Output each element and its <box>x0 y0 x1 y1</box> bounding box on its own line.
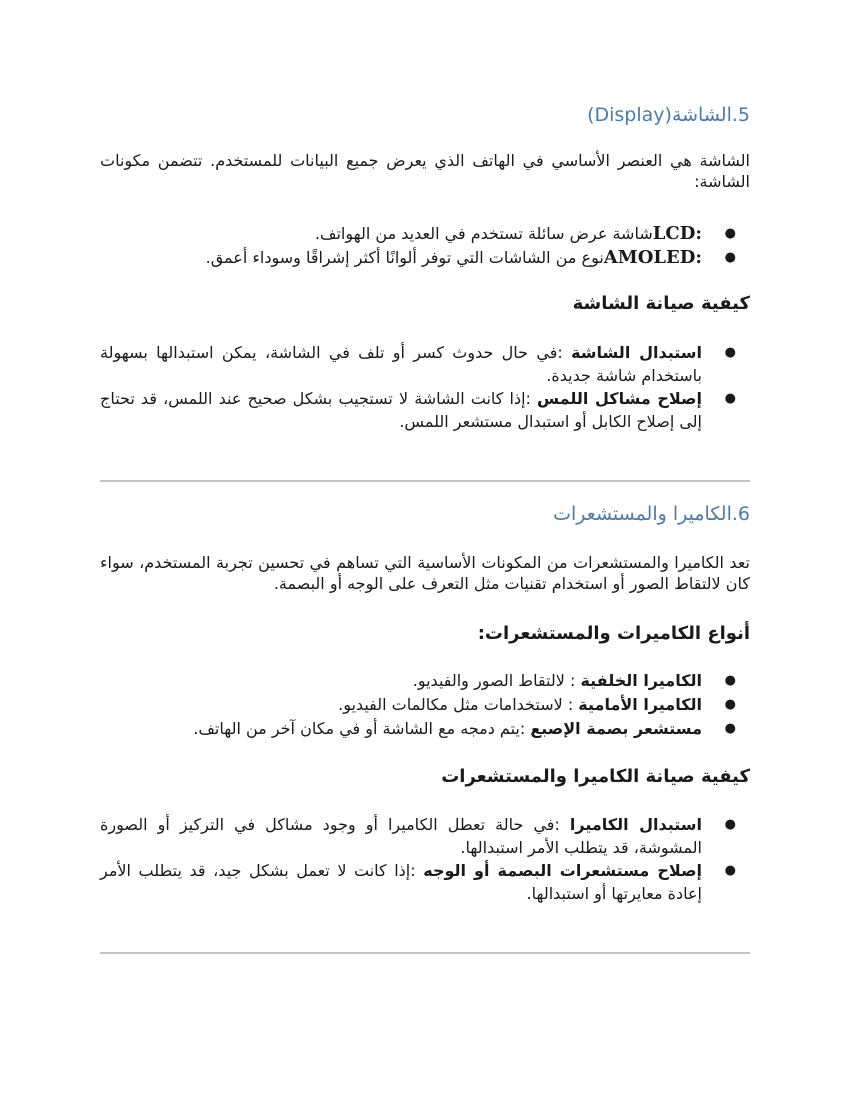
bullet-icon: ● <box>724 721 736 736</box>
bullet-icon: ● <box>724 817 736 832</box>
display-maintenance-list <box>100 341 750 433</box>
bullet-icon: ● <box>724 345 736 360</box>
item-term: إصلاح مشاكل اللمس <box>537 389 702 408</box>
item-text: :إذا كانت لا تعمل بشكل جيد، قد يتطلب الأمر إعادة معايرتها أو استبدالها. <box>100 861 702 903</box>
camera-types-list <box>100 669 750 741</box>
item-text: :إذا كانت الشاشة لا تستجيب بشكل صحيح عند اللمس، قد تحتاج إلى إصلاح الكابل أو استبدال مستشعر اللمس. <box>100 389 702 431</box>
item-term: LCD: <box>652 223 702 244</box>
item-term: AMOLED: <box>603 247 702 268</box>
item-text: :يتم دمجه مع الشاشة أو في مكان آخر من الهاتف. <box>193 719 526 738</box>
item-term: إصلاح مستشعرات البصمة أو الوجه <box>423 861 703 880</box>
section-5-intro: الشاشة هي العنصر الأساسي في الهاتف الذي يعرض جميع البيانات للمستخدم. تتضمن مكونات الشاشة: <box>100 151 750 191</box>
item-term: الكاميرا الأمامية <box>578 695 702 714</box>
section-6-intro: تعد الكاميرا والمستشعرات من المكونات الأساسية التي تساهم في تحسين تجربة المستخدم، سواء كان لالتقاط الصور أو استخدام تقنيات مثل التعرف على الوجه أو البصمة. <box>100 553 750 593</box>
camera-maintenance-heading: كيفية صيانة الكاميرا والمستشعرات <box>441 766 750 787</box>
list-item <box>100 341 750 387</box>
list-item <box>100 717 750 741</box>
display-components-list <box>100 222 750 270</box>
item-term: استبدال الكاميرا <box>569 815 702 834</box>
item-term: الكاميرا الخلفية <box>580 671 702 690</box>
bullet-icon: ● <box>724 863 736 878</box>
item-text: :في حالة تعطل الكاميرا أو وجود مشاكل في التركيز أو الصورة المشوشة، قد يتطلب الأمر استبدالها. <box>100 815 702 857</box>
section-divider <box>100 952 750 954</box>
camera-types-heading: أنواع الكاميرات والمستشعرات: <box>477 623 750 644</box>
item-text: شاشة عرض سائلة تستخدم في العديد من الهواتف. <box>314 224 653 243</box>
section-divider <box>100 480 750 482</box>
list-item <box>100 859 750 905</box>
section-6-title: 6.الكاميرا والمستشعرات <box>553 503 750 525</box>
item-text: :في حال حدوث كسر أو تلف في الشاشة، يمكن استبدالها بسهولة باستخدام شاشة جديدة. <box>100 343 702 385</box>
item-text: : لالتقاط الصور والفيديو. <box>412 671 576 690</box>
list-item <box>100 222 750 246</box>
bullet-icon: ● <box>724 697 736 712</box>
list-item <box>100 246 750 270</box>
bullet-icon: ● <box>724 391 736 406</box>
list-item <box>100 813 750 859</box>
item-term: استبدال الشاشة <box>571 343 702 362</box>
bullet-icon: ● <box>724 673 736 688</box>
camera-maintenance-list <box>100 813 750 905</box>
item-text: : لاستخدامات مثل مكالمات الفيديو. <box>338 695 574 714</box>
list-item <box>100 693 750 717</box>
section-5-title: 5.الشاشة(Display) <box>587 104 750 126</box>
list-item <box>100 669 750 693</box>
item-text: نوع من الشاشات التي توفر ألوانًا أكثر إشراقًا وسوداء أعمق. <box>205 248 604 267</box>
bullet-icon: ● <box>724 250 736 265</box>
list-item <box>100 387 750 433</box>
bullet-icon: ● <box>724 226 736 241</box>
display-maintenance-heading: كيفية صيانة الشاشة <box>572 293 750 314</box>
item-term: مستشعر بصمة الإصبع <box>530 719 702 738</box>
